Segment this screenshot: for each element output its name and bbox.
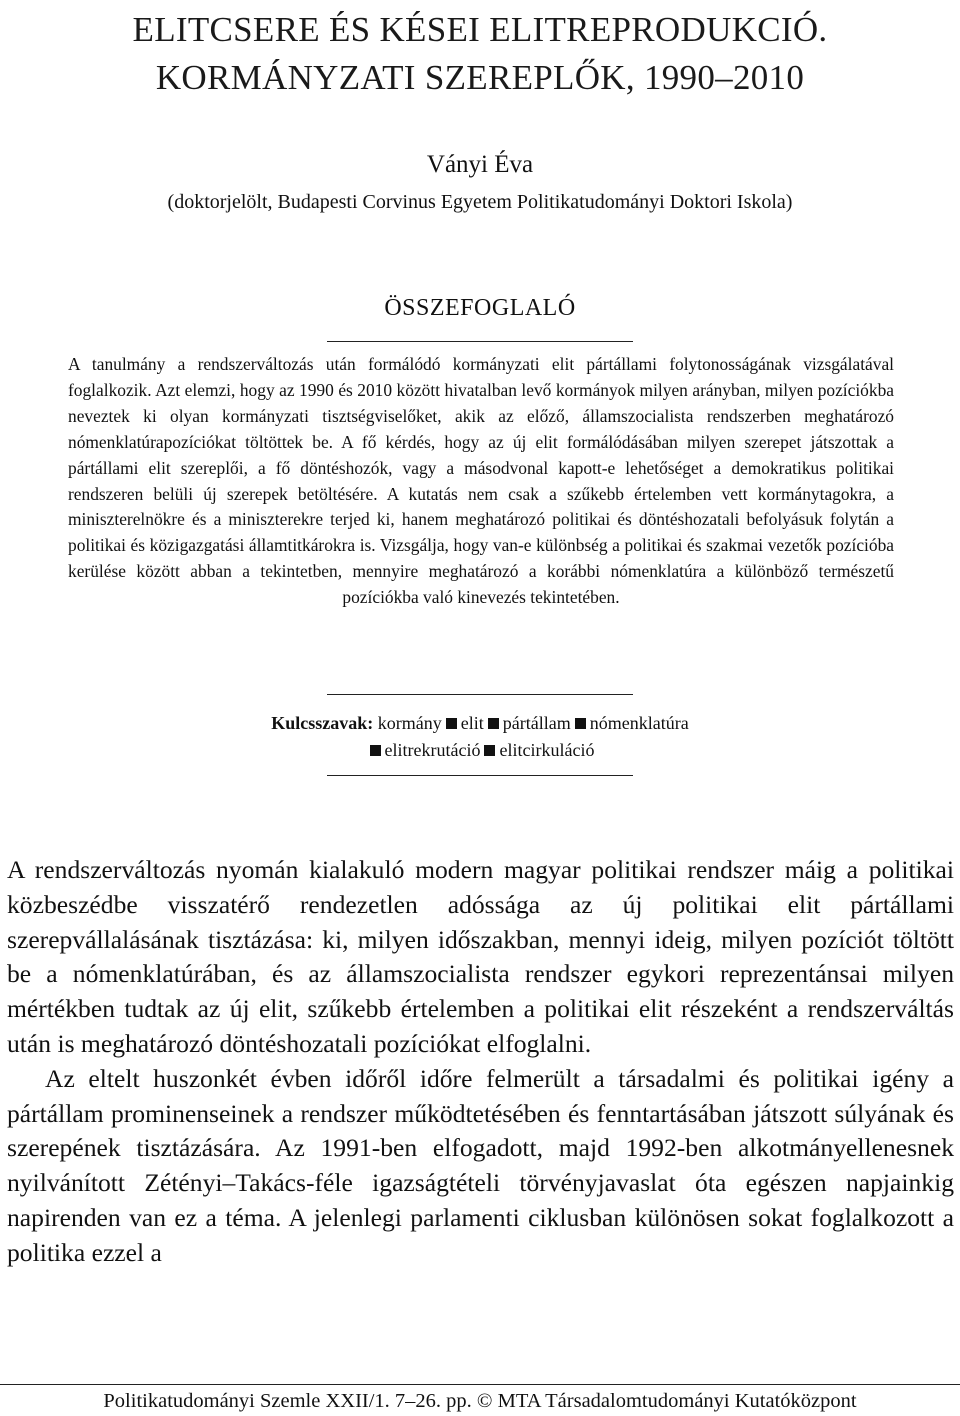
bullet-square-icon	[488, 718, 499, 729]
abstract-heading-rule	[327, 341, 633, 342]
keywords-label: Kulcsszavak:	[271, 713, 374, 733]
keyword: pártállam	[502, 713, 571, 733]
bullet-square-icon	[370, 745, 381, 756]
keyword: elit	[460, 713, 484, 733]
bullet-square-icon	[446, 718, 457, 729]
keyword: nómenklatúra	[589, 713, 689, 733]
keywords-block	[150, 710, 810, 764]
keywords-top-rule	[327, 694, 633, 695]
bullet-square-icon	[484, 745, 495, 756]
keyword: elitrekrutáció	[384, 740, 481, 760]
abstract-heading: ÖSSZEFOGLALÓ	[384, 295, 576, 321]
keyword: elitcirkuláció	[499, 740, 595, 760]
body-paragraph-1: A rendszerváltozás nyomán kialakuló modern magyar politikai rendszer máig a politikai közbeszédbe visszatérő rendezetlen adóssága az új politikai elit pártállami szerepvállalásának tisztázása: ki, milyen időszakban, mennyi ideig, milyen pozíciót töltött be a nómenklatúrában, és az államszocialista rendszer egykori reprezentánsai milyen mértékben tudtak az új elit, szűkebb értelemben a politikai elit részeként a rendszerváltás után is meghatározó döntéshozatali pozíciókat elfoglalni.	[7, 855, 954, 1058]
journal-citation: Politikatudományi Szemle XXII/1. 7–26. pp. © MTA Társadalomtudományi Kutatóközpont	[103, 1390, 857, 1412]
body-paragraph-2: Az eltelt huszonkét évben időről időre felmerült a társadalmi és politikai igény a pártállam prominenseinek a rendszer működtetésében és fenntartásában játszott súlyának és szerepének tisztázására. Az 1991-ben elfogadott, majd 1992-ben alkotmányellenesnek nyilvánított Zétényi–Takács-féle igazságtételi törvényjavaslat óta egészen napjainkig napirenden van ez a téma. A jelenlegi parlamenti ciklusban különösen sokat foglalkozott a politika ezzel a	[7, 1063, 954, 1267]
bullet-square-icon	[575, 718, 586, 729]
footer-rule	[0, 1384, 960, 1385]
abstract-text: A tanulmány a rendszerváltozás után formálódó kormányzati elit pártállami folytonosságának vizsgálatával foglalkozik. Azt elemzi, hogy az 1990 és 2010 között hivatalban levő kormányok milyen arányban, milyen pozíciókba neveztek ki olyan kormányzati tisztségviselőket, akik az előző, államszocialista rendszerben meghatározó nómenklatúrapozíciókat töltöttek be. A fő kérdés, hogy az új elit formálódásában milyen szerepet játszottak a pártállami elit szereplői, a fő döntéshozók, vagy a másodvonal kapott-e lehetőséget a demokratikus politikai rendszeren belüli új szerepek betöltésére. A kutatás nem csak a szűkebb értelemben vett kormánytagokra, a miniszterelnökre és a miniszterekre terjed ki, hanem meghatározó politikai és döntéshozatali befolyásuk folytán a politikai és közigazgatási államtitkárokra is. Vizsgálja, hogy van-e különbség a politikai és szakmai vezetők pozícióba kerülése között abban a tekintetben, mennyire meghatározó a korábbi nómenklatúra a különböző természetű pozíciókba való kinevezés tekintetében.	[68, 354, 894, 608]
author-name: Ványi Éva	[426, 151, 534, 178]
title-line-1: ELITCSERE ÉS KÉSEI ELITREPRODUKCIÓ.	[132, 10, 828, 49]
title-line-2: KORMÁNYZATI SZEREPLŐK, 1990–2010	[155, 58, 805, 97]
keywords-bottom-rule	[327, 775, 633, 776]
article-body	[7, 853, 954, 1271]
keyword: kormány	[377, 713, 442, 733]
article-title	[0, 6, 960, 102]
author-affiliation: (doktorjelölt, Budapesti Corvinus Egyetem Politikatudományi Doktori Iskola)	[167, 191, 793, 213]
